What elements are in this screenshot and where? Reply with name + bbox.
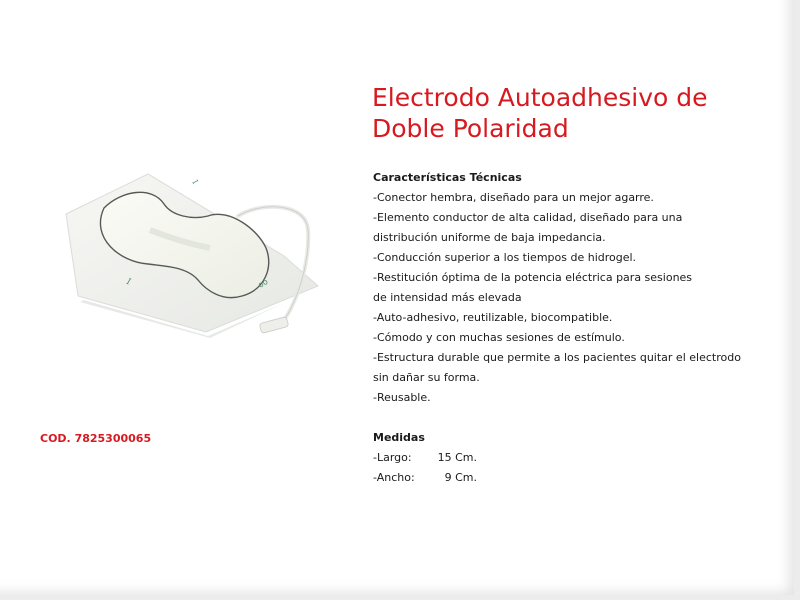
svg-text:oo: oo [256,277,270,290]
product-code: COD. 7825300065 [40,432,152,445]
measures-heading: Medidas [373,431,425,444]
spec-line: sin dañar su forma. [373,371,480,384]
measure-label: -Largo: [373,451,412,464]
measures-section [373,428,673,488]
page-title [372,82,772,144]
specs-heading: Características Técnicas [373,171,522,184]
svg-text:ꟷ: ꟷ [190,176,201,188]
spec-line: -Conector hembra, diseñado para un mejor agarre. [373,191,654,204]
product-image [60,168,320,348]
specs-section [373,168,753,408]
spec-line: -Conducción superior a los tiempos de hidrogel. [373,251,637,264]
measure-value: 9 Cm. [444,471,477,484]
spec-line: -Auto-adhesivo, reutilizable, biocompatible. [373,311,613,324]
spec-line: -Reusable. [373,391,431,404]
svg-text:ꟷ: ꟷ [123,276,137,288]
measure-row-length [373,448,673,468]
spec-line: -Cómodo y con muchas sesiones de estímulo. [373,331,625,344]
spec-line: -Restitución óptima de la potencia eléctrica para sesiones [373,271,693,284]
measure-label: -Ancho: [373,471,415,484]
spec-line: distribución uniforme de baja impedancia. [373,231,606,244]
spec-line: -Estructura durable que permite a los pacientes quitar el electrodo [373,351,741,364]
spec-line: -Elemento conductor de alta calidad, diseñado para una [373,211,683,224]
electrode-pad-icon [60,168,320,348]
title-line-2: Doble Polaridad [372,114,569,143]
spec-line: de intensidad más elevada [373,291,522,304]
measure-value: 15 Cm. [437,451,477,464]
title-line-1: Electrodo Autoadhesivo de [372,83,708,112]
measure-row-width [373,468,673,488]
